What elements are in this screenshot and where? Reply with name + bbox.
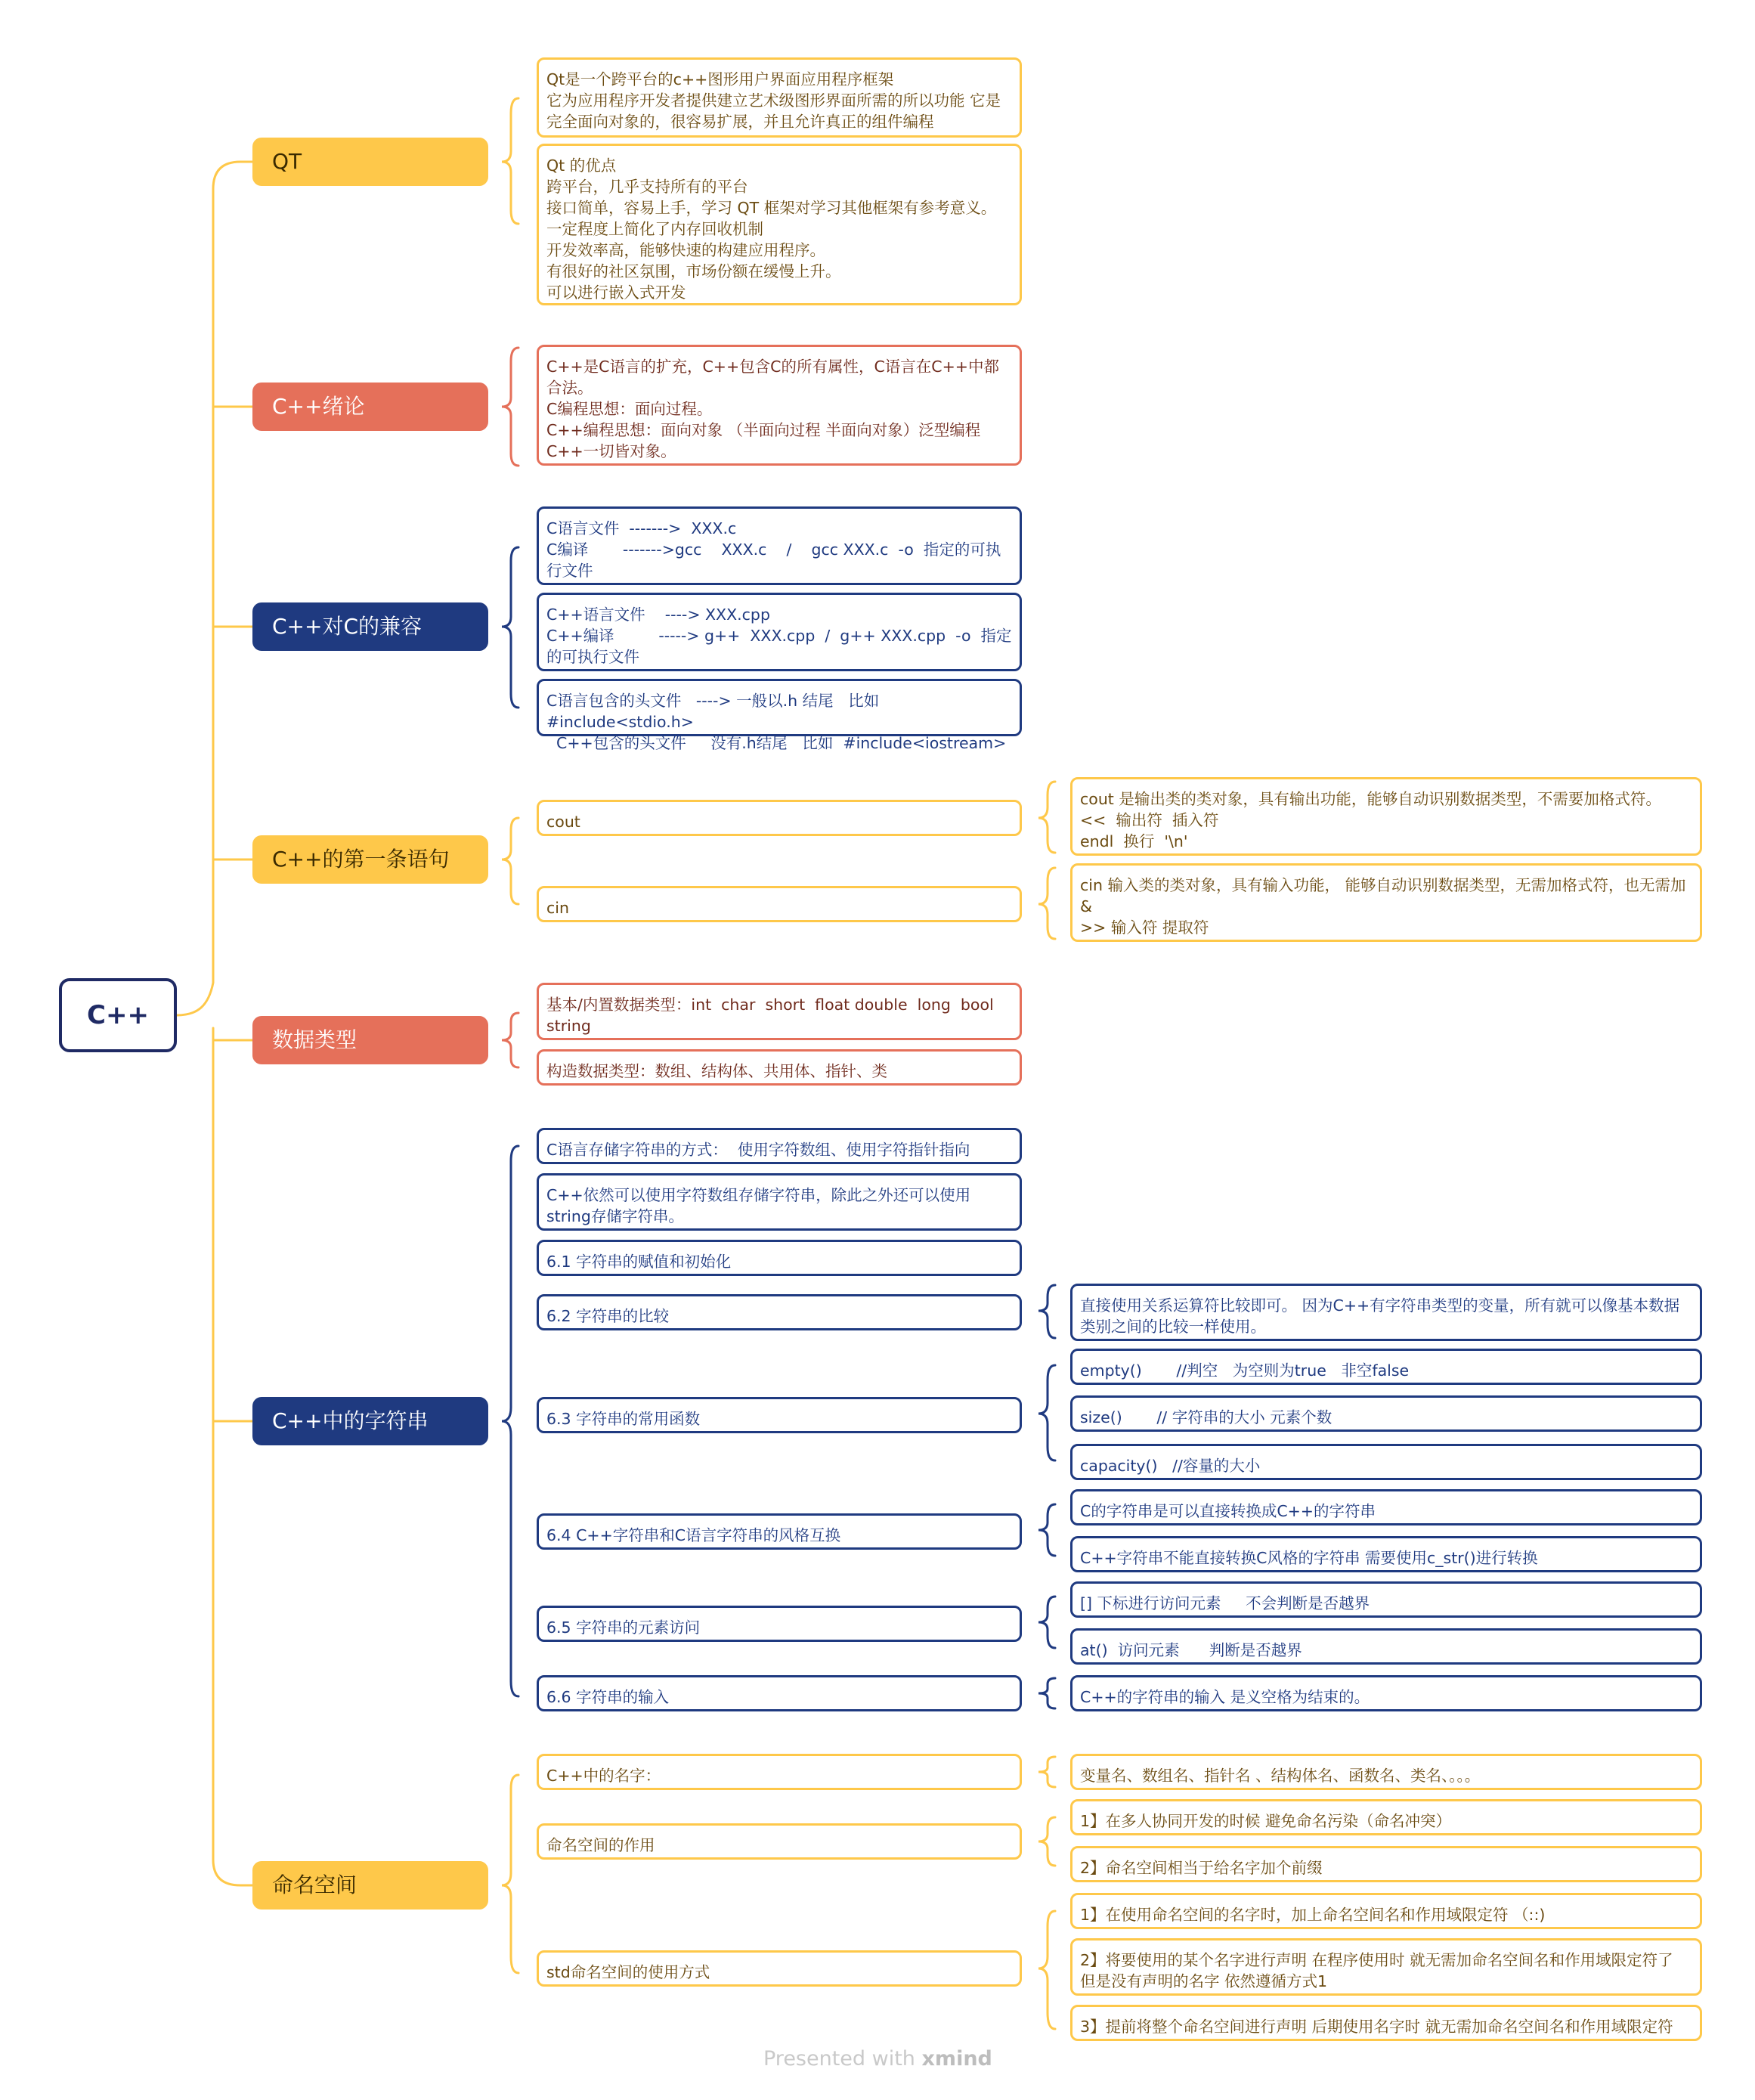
compat-c-files[interactable]: C语言文件 -------> XXX.c C编译 ------->gcc XXX.c / gcc XXX.c -o 指定的可执行文件	[537, 506, 1022, 585]
topic-first-statement[interactable]: C++的第一条语句	[252, 835, 488, 884]
ns-purpose[interactable]: 命名空间的作用	[537, 1823, 1022, 1860]
types-brace	[502, 1013, 518, 1067]
trunk-connector	[177, 162, 252, 1015]
types-constructed[interactable]: 构造数据类型：数组、结构体、共用体、指针、类	[537, 1049, 1022, 1086]
string-6-2-detail[interactable]: 直接使用关系运算符比较即可。 因为C++有字符串类型的变量，所有就可以像基本数据类别之间的比较一样使用。	[1070, 1284, 1702, 1341]
qt-desc[interactable]: Qt是一个跨平台的c++图形用户界面应用程序框架 它为应用程序开发者提供建立艺术级图形界面所需的所以功能 它是完全面向对象的，很容易扩展，并且允许真正的组件编程	[537, 57, 1022, 138]
string-6-1[interactable]: 6.1 字符串的赋值和初始化	[537, 1240, 1022, 1276]
topic-namespace[interactable]: 命名空间	[252, 1861, 488, 1910]
intro-desc[interactable]: C++是C语言的扩充，C++包含C的所有属性，C语言在C++中都合法。 C编程思想：面向过程。 C++编程思想：面向对象 （半面向过程 半面向对象）泛型编程 C++一切皆对象。	[537, 345, 1022, 466]
ns-names-detail[interactable]: 变量名、数组名、指针名 、结构体名、函数名、类名、。。。	[1070, 1754, 1702, 1790]
topic-data-types[interactable]: 数据类型	[252, 1016, 488, 1064]
intro-brace	[502, 348, 518, 466]
first-cin[interactable]: cin	[537, 886, 1022, 922]
ns-usage-3[interactable]: 3】提前将整个命名空间进行声明 后期使用名字时 就无需加命名空间名和作用域限定符	[1070, 2005, 1702, 2041]
types-basic[interactable]: 基本/内置数据类型：int char short float double long bool string	[537, 983, 1022, 1040]
string-cpp-storage[interactable]: C++依然可以使用字符数组存储字符串，除此之外还可以使用string存储字符串。	[537, 1173, 1022, 1231]
string-6-6[interactable]: 6.6 字符串的输入	[537, 1675, 1022, 1711]
ns-names[interactable]: C++中的名字：	[537, 1754, 1022, 1790]
string-6-3[interactable]: 6.3 字符串的常用函数	[537, 1397, 1022, 1433]
topic-qt[interactable]: QT	[252, 138, 488, 186]
root-topic[interactable]: C++	[59, 978, 177, 1052]
string-6-4[interactable]: 6.4 C++字符串和C语言字符串的风格互换	[537, 1513, 1022, 1550]
cin-detail[interactable]: cin 输入类的类对象，具有输入功能， 能够自动识别数据类型，无需加格式符，也无需加& >> 输入符 提取符	[1070, 863, 1702, 942]
xmind-logo: xmind	[921, 2047, 992, 2071]
string-brace	[502, 1146, 518, 1696]
first-brace	[502, 818, 518, 904]
string-6-5[interactable]: 6.5 字符串的元素访问	[537, 1606, 1022, 1642]
compat-brace	[502, 547, 518, 708]
string-empty[interactable]: empty() //判空 为空则为true 非空false	[1070, 1349, 1702, 1385]
ns-usage-1[interactable]: 1】在使用命名空间的名字时，加上命名空间名和作用域限定符 （::)	[1070, 1893, 1702, 1929]
ns-purpose-2[interactable]: 2】命名空间相当于给名字加个前缀	[1070, 1846, 1702, 1882]
ns-purpose-1[interactable]: 1】在多人协同开发的时候 避免命名污染（命名冲突）	[1070, 1799, 1702, 1835]
ns-usage-2[interactable]: 2】将要使用的某个名字进行声明 在程序使用时 就无需加命名空间名和作用域限定符了 但是没有声明的名字 依然遵循方式1	[1070, 1938, 1702, 1996]
string-at-access[interactable]: at() 访问元素 判断是否越界	[1070, 1628, 1702, 1665]
footer-prefix: Presented with	[763, 2047, 922, 2071]
qt-brace	[502, 98, 518, 224]
topic-compat[interactable]: C++对C的兼容	[252, 602, 488, 651]
string-c-to-cpp[interactable]: C的字符串是可以直接转换成C++的字符串	[1070, 1489, 1702, 1525]
trunk-connector-bottom	[213, 1028, 252, 1885]
topic-intro[interactable]: C++绪论	[252, 383, 488, 431]
string-size[interactable]: size() // 字符串的大小 元素个数	[1070, 1395, 1702, 1432]
cout-detail[interactable]: cout 是输出类的类对象，具有输出功能，能够自动识别数据类型，不需要加格式符。 << 输出符 插入符 endl 换行 '\n'	[1070, 777, 1702, 856]
string-c-storage[interactable]: C语言存储字符串的方式： 使用字符数组、使用字符指针指向	[537, 1128, 1022, 1164]
compat-headers[interactable]: C语言包含的头文件 ----> 一般以.h 结尾 比如#include<stdio.h> C++包含的头文件 没有.h结尾 比如 #include<iostream>	[537, 679, 1022, 736]
first-cout[interactable]: cout	[537, 800, 1022, 836]
string-cpp-to-c[interactable]: C++字符串不能直接转换C风格的字符串 需要使用c_str()进行转换	[1070, 1536, 1702, 1572]
topic-string[interactable]: C++中的字符串string	[252, 1397, 488, 1445]
qt-advantages[interactable]: Qt 的优点 跨平台，几乎支持所有的平台 接口简单，容易上手，学习 QT 框架对学习其他框架有参考意义。 一定程度上简化了内存回收机制 开发效率高，能够快速的构建应用程序。 有很好的社区氛围，市场份额在缓慢上升。 可以进行嵌入式开发	[537, 144, 1022, 305]
footer	[763, 2047, 992, 2071]
string-input-detail[interactable]: C++的字符串的输入 是义空格为结束的。	[1070, 1675, 1702, 1711]
string-6-2[interactable]: 6.2 字符串的比较	[537, 1294, 1022, 1330]
compat-cpp-files[interactable]: C++语言文件 ----> XXX.cpp C++编译 -----> g++ XXX.cpp / g++ XXX.cpp -o 指定的可执行文件	[537, 593, 1022, 671]
ns-std-usage[interactable]: std命名空间的使用方式	[537, 1950, 1022, 1987]
string-index-access[interactable]: [] 下标进行访问元素 不会判断是否越界	[1070, 1581, 1702, 1618]
ns-brace	[502, 1775, 518, 1973]
string-capacity[interactable]: capacity() //容量的大小	[1070, 1444, 1702, 1480]
